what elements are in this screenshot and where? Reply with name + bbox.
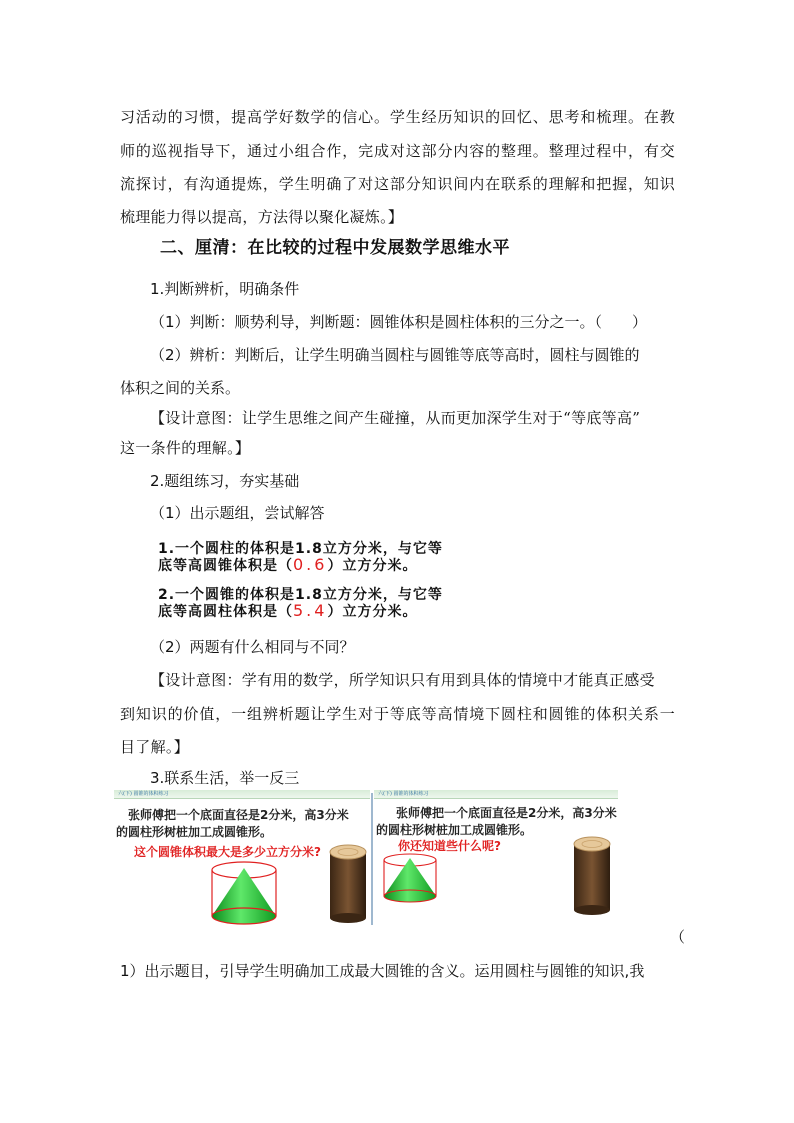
item1-analysis-line-2: 体积之间的关系。 [120,379,241,397]
section-heading: 二、厘清：在比较的过程中发展数学思维水平 [160,238,510,258]
stump-top [330,845,366,859]
exercise-2-answer: 5.4 [293,601,328,620]
slide-panel-right [374,790,618,925]
exercise-1-answer: 0.6 [293,555,328,574]
design-intent-2-line-2: 到知识的价值，一组辨析题让学生对于等底等高情境下圆柱和圆锥的体积关系一 [120,705,675,723]
panel-divider [371,793,373,925]
stump-body [574,844,610,910]
slide-text-line-1: 张师傅把一个底面直径是2分米，高3分米 [396,806,617,820]
exercise-1-line-1: 1.一个圆柱的体积是1.8立方分米，与它等 [158,541,443,557]
slide-text-line-1: 张师傅把一个底面直径是2分米，高3分米 [128,808,349,822]
stump-top [574,837,610,851]
cone-shape [212,868,276,924]
slide-question: 你还知道些什么呢? [398,839,501,853]
item2-step2: （2）两题有什么相同与不同？ [150,638,355,656]
exercise-2-line-1: 2.一个圆锥的体积是1.8立方分米，与它等 [158,587,443,603]
intro-line-2: 师的巡视指导下，通过小组合作，完成对这部分内容的整理。整理过程中，有交 [120,142,675,160]
item1-judge: （1）判断：顺势利导，判断题：圆锥体积是圆柱体积的三分之一。（ ） [150,313,648,331]
stump-body [330,852,366,918]
slide-title-bar-text: 六(下) 圆锥的体积练习 [118,791,169,797]
slide-panel-left [114,790,370,925]
exercise-1-text-pre: 底等高圆锥体积是（ [158,558,293,574]
item1-title: 1.判断辨析，明确条件 [150,280,300,298]
slide-text-line-2: 的圆柱形树桩加工成圆锥形。 [116,825,273,839]
item2-step1: （1）出示题组，尝试解答 [150,504,325,522]
item1-analysis-line-1: （2）辨析：判断后，让学生明确当圆柱与圆锥等底等高时，圆柱与圆锥的 [150,346,640,364]
cone-in-cylinder-illustration [204,860,284,925]
slide-text-line-2: 的圆柱形树桩加工成圆锥形。 [376,823,533,837]
stump-bottom [330,913,366,923]
stump-bottom [574,905,610,915]
design-intent-1-line-2: 这一条件的理解。】 [120,439,251,457]
slide-question: 这个圆锥体积最大是多少立方分米? [134,845,321,859]
exercise-2-text-pre: 底等高圆柱体积是（ [158,604,293,620]
slide-title-bar [374,790,618,799]
exercise-1-text-post: ）立方分米。 [327,558,418,574]
exercise-2-line-2 [158,601,558,621]
item3-title: 3.联系生活，举一反三 [150,769,300,787]
design-intent-2-line-1: 【设计意图：学有用的数学，所学知识只有用到具体的情境中才能真正感受 [150,671,655,689]
exercise-1-line-2 [158,555,558,575]
intro-line-3: 流探讨，有沟通提炼，学生明确了对这部分知识间内在联系的理解和把握，知识 [120,175,675,193]
open-paren: （ [670,928,686,946]
intro-line-1: 习活动的习惯，提高学好数学的信心。学生经历知识的回忆、思考和梳理。在教 [120,108,675,126]
slide-title-bar [114,790,370,799]
tree-stump-illustration [326,842,370,925]
item2-title: 2.题组练习，夯实基础 [150,472,300,490]
slide-title-bar-text: 六(下) 圆锥的体积练习 [378,791,429,797]
cone-in-cylinder-illustration [378,852,442,906]
design-intent-2-line-3: 目了解。】 [120,738,190,756]
design-intent-1-line-1: 【设计意图：让学生思维之间产生碰撞，从而更加深学生对于“等底等高” [150,409,641,427]
exercise-2-text-post: ）立方分米。 [327,604,418,620]
final-line: 1）出示题目，引导学生明确加工成最大圆锥的含义。运用圆柱与圆锥的知识,我 [120,962,645,980]
tree-stump-illustration [570,834,614,918]
intro-line-4: 梳理能力得以提高，方法得以聚化凝炼。】 [120,208,404,226]
